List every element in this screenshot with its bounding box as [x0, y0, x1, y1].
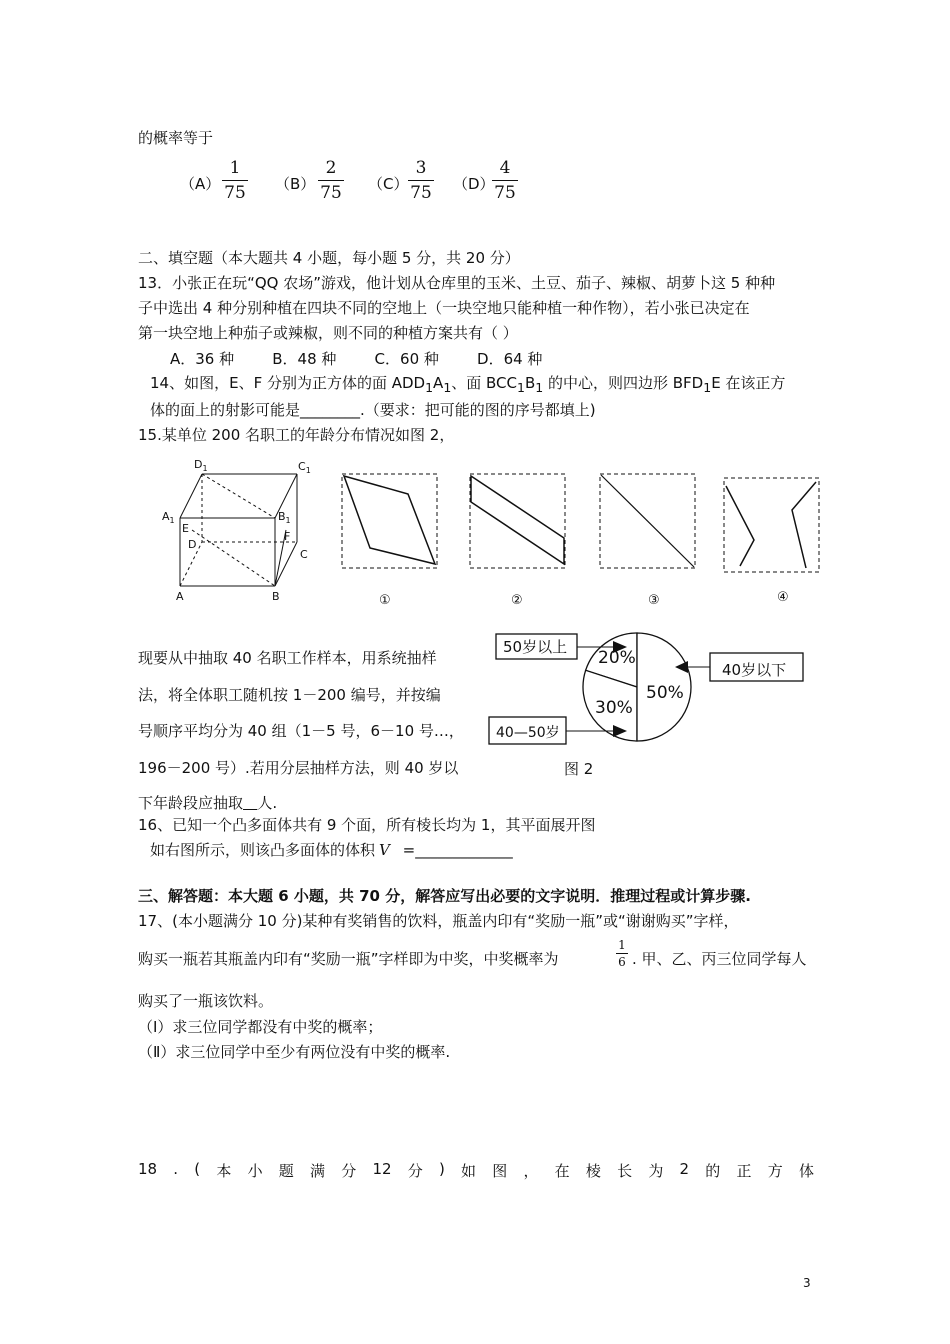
projection-figure-2	[468, 472, 568, 572]
q15-text-4: 196－200 号）.若用分层抽样方法，则 40 岁以	[138, 759, 459, 777]
label-f: F	[284, 530, 291, 543]
pie-percent-30: 30%	[595, 698, 633, 718]
q17-line-1: 17、(本小题满分 10 分)某种有奖销售的饮料，瓶盖内印有“奖励一瓶”或“谢谢购买”字样，	[138, 912, 739, 930]
q16-line-2: 如右图所示，则该凸多面体的体积 V =_____________	[150, 841, 513, 859]
cube-figure	[160, 456, 310, 606]
figure-number-1: ①	[379, 593, 391, 608]
q17-line-3: 购买了一瓶该饮料。	[138, 992, 274, 1010]
label-a1: $A_1$	[162, 510, 175, 525]
label-d: D	[188, 538, 197, 551]
projection-figure-1	[340, 472, 440, 572]
section-2-title: 二、填空题（本大题共 4 小题，每小题 5 分，共 20 分）	[138, 249, 520, 267]
section-3-title: 三、解答题：本大题 6 小题，共 70 分，解答应写出必要的文字说明．推理过程或计算步骤.	[138, 887, 751, 905]
q15-line-1: 15.某单位 200 名职工的年龄分布情况如图 2，	[138, 426, 455, 444]
q16-line-1: 16、已知一个凸多面体共有 9 个面，所有棱长均为 1，其平面展开图	[138, 816, 596, 834]
q17-line-2-end: . 甲、乙、丙三位同学每人	[632, 950, 807, 968]
option-a-label: （A）	[180, 175, 221, 193]
label-a: A	[176, 590, 184, 603]
page-number: 3	[803, 1276, 811, 1290]
q17-line-2: 购买一瓶若其瓶盖内印有“奖励一瓶”字样即为中奖，中奖概率为	[138, 950, 559, 968]
pie-label-under-40: 40岁以下	[722, 661, 787, 679]
pie-percent-50: 50%	[646, 683, 684, 703]
figure-number-3: ③	[648, 593, 660, 608]
option-c-fraction: 3 75	[408, 158, 434, 203]
projection-figure-4	[722, 476, 822, 576]
q13-line-2: 子中选出 4 种分别种植在四块不同的空地上（一块空地只能种植一种作物），若小张已决定在	[138, 299, 750, 317]
figure-number-2: ②	[511, 593, 523, 608]
option-a-fraction: 1 75	[222, 158, 248, 203]
projection-figure-3	[598, 472, 698, 572]
option-c-label: （C）	[368, 175, 409, 193]
q13-line-3: 第一块空地上种茄子或辣椒，则不同的种植方案共有（ ）	[138, 324, 518, 342]
q15-text-1: 现要从中抽取 40 名职工作样本，用系统抽样	[138, 649, 437, 667]
label-c: C	[300, 548, 308, 561]
label-b1: $B_1$	[278, 510, 291, 525]
figure-caption: 图 2	[564, 760, 594, 778]
label-c1: $C_1$	[298, 460, 311, 475]
pie-percent-20: 20%	[598, 648, 636, 668]
label-d1: $D_1$	[194, 458, 208, 473]
q17-part-2: （Ⅱ）求三位同学中至少有两位没有中奖的概率.	[138, 1043, 451, 1061]
label-e: E	[182, 522, 189, 535]
q13-choices: A．36 种 B．48 种 C．60 种 D．64 种	[170, 350, 543, 368]
option-b-label: （B）	[275, 175, 316, 193]
option-d-fraction: 4 75	[492, 158, 518, 203]
label-b: B	[272, 590, 280, 603]
text-line: 的概率等于	[138, 129, 214, 147]
pie-label-over-50: 50岁以上	[503, 638, 568, 656]
option-d-label: （D）	[453, 175, 495, 193]
option-b-fraction: 2 75	[318, 158, 344, 203]
figure-number-4: ④	[777, 590, 789, 605]
q13-line-1: 13．小张正在玩“QQ 农场”游戏，他计划从仓库里的玉米、土豆、茄子、辣椒、胡萝卜这 5 种种	[138, 274, 776, 292]
q14-line-2: 体的面上的射影可能是________.（要求：把可能的图的序号都填上)	[150, 401, 596, 419]
pie-label-40-50: 40—50岁	[496, 725, 560, 741]
q15-text-5: 下年龄段应抽取 人.	[138, 794, 278, 812]
q15-text-2: 法，将全体职工随机按 1－200 编号，并按编	[138, 686, 441, 704]
q18-line: 18 . ( 本 小 题 满 分 12 分 ) 如 图 ， 在 棱 长 为 2 的 正 方 体	[138, 1160, 814, 1180]
q17-fraction: 1 6	[616, 938, 628, 969]
q14-line-1: 14、如图，E、F 分别为正方体的面 $ADD_1A_1$、面 $BCC_1B_1$ 的中心，则四边形 $BFD_1E$ 在该正方	[150, 374, 786, 395]
q17-part-1: （Ⅰ）求三位同学都没有中奖的概率；	[138, 1018, 383, 1036]
q15-text-3: 号顺序平均分为 40 组（1－5 号，6－10 号…，	[138, 722, 464, 740]
